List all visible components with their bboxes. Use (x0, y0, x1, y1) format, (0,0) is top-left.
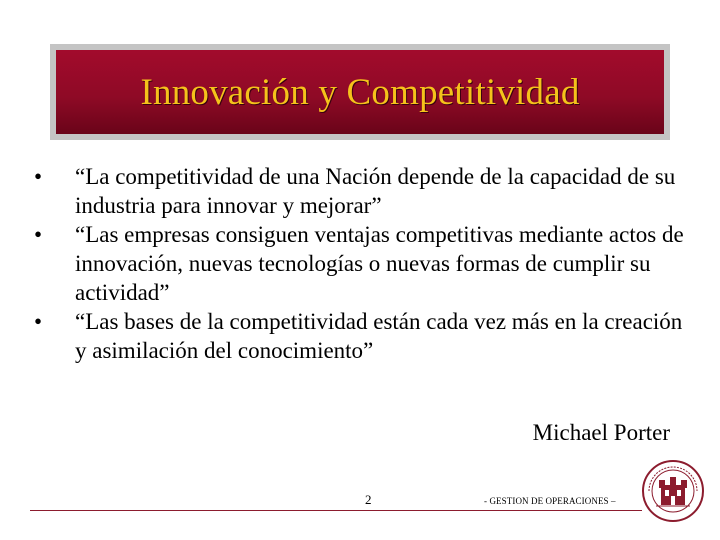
university-seal-logo (642, 460, 704, 522)
title-banner (56, 50, 664, 134)
bullet-text: “La competitividad de una Nación depende de la capacidad de su industria para innovar y mejorar” (75, 164, 676, 218)
page-number: 2 (365, 492, 372, 507)
title-frame (50, 44, 670, 140)
bullet-marker: • (34, 222, 43, 247)
bullet-item (34, 162, 684, 220)
bullet-text: “Las empresas consiguen ventajas competitivas mediante actos de innovación, nuevas tecnologías o nuevas formas de cumplir su actividad” (75, 222, 684, 305)
footer-divider (30, 510, 642, 511)
bullet-item (34, 220, 684, 307)
slide-title: Innovación y Competitividad (140, 71, 580, 113)
quote-author: Michael Porter (532, 420, 670, 445)
bullet-marker: • (34, 164, 43, 189)
footer-label: - GESTION DE OPERACIONES – (484, 496, 616, 506)
bullet-item (34, 307, 684, 365)
bullet-text: “Las bases de la competitividad están cada vez más en la creación y asimilación del conocimiento” (75, 309, 683, 363)
bullet-list (34, 162, 684, 365)
bullet-marker: • (34, 309, 43, 334)
